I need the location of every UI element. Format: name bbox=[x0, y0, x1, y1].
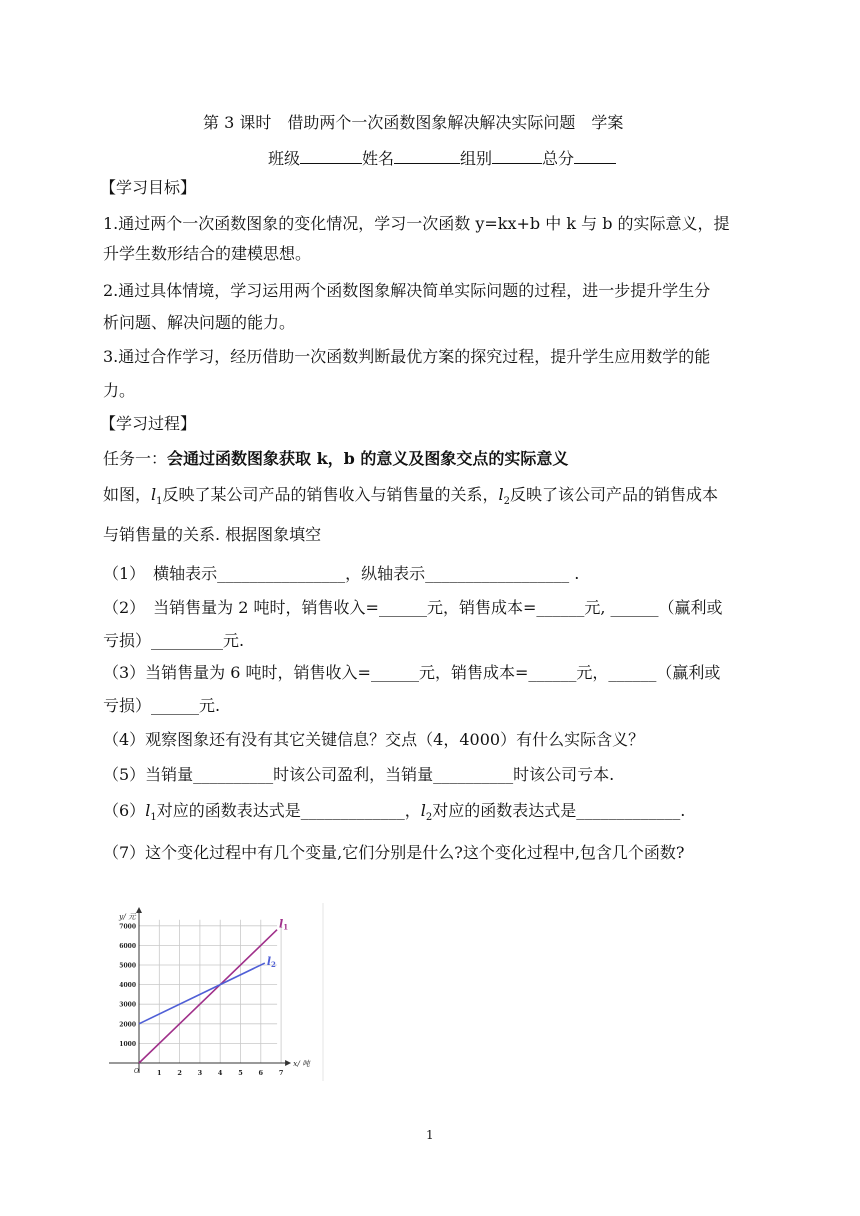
x-tick-label: 4 bbox=[217, 1069, 223, 1077]
intro-line1 bbox=[103, 485, 718, 512]
task1-title: 会通过函数图象获取 k，b 的意义及图象交点的实际意义 bbox=[167, 449, 569, 468]
series-label-l2: l2 bbox=[266, 955, 276, 970]
task1-line bbox=[103, 449, 568, 469]
intro-a: 如图， bbox=[103, 485, 152, 504]
question-1: （1） 横轴表示________________，纵轴表示__________________ . bbox=[103, 564, 580, 583]
class-blank[interactable] bbox=[300, 147, 362, 164]
x-tick-label: 6 bbox=[258, 1069, 264, 1077]
objective-2-line2: 析问题、解决问题的能力。 bbox=[103, 313, 296, 332]
q6-l1-symbol: $l_1$ bbox=[145, 801, 157, 824]
score-blank[interactable] bbox=[574, 147, 616, 164]
group-label: 组别 bbox=[460, 149, 493, 168]
x-tick-label: 7 bbox=[278, 1069, 284, 1077]
question-3-line1: （3）当销售量为 6 吨时，销售收入=______元，销售成本=______元，______（赢利或 bbox=[103, 663, 721, 682]
x-tick-label: 5 bbox=[238, 1069, 243, 1077]
sales-chart bbox=[101, 903, 325, 1081]
series-label-l1: l1 bbox=[279, 917, 289, 932]
y-tick-label: 7000 bbox=[119, 923, 136, 931]
question-2-line1: （2） 当销售量为 2 吨时，销售收入=______元，销售成本=______元, ______（赢利或 bbox=[103, 598, 723, 617]
q6-l2-symbol: $l_2$ bbox=[420, 801, 433, 824]
l1-symbol: $l_1$ bbox=[151, 485, 163, 508]
x-tick-label: 1 bbox=[157, 1069, 162, 1077]
intro-line2: 与销售量的关系. 根据图象填空 bbox=[103, 525, 322, 544]
objective-1-line1: 1.通过两个一次函数图象的变化情况，学习一次函数 y=kx+b 中 k 与 b 的实际意义，提 bbox=[103, 214, 730, 233]
q6-a: （6） bbox=[103, 801, 146, 820]
question-2-line2: 亏损）_________元. bbox=[103, 631, 245, 650]
y-tick-label: 6000 bbox=[119, 942, 136, 950]
question-4: （4）观察图象还有没有其它关键信息？交点（4，4000）有什么实际含义？ bbox=[103, 730, 645, 749]
page-title: 第 3 课时 借助两个一次函数图象解决解决实际问题 学案 bbox=[203, 113, 624, 132]
question-7: （7）这个变化过程中有几个变量,它们分别是什么?这个变化过程中,包含几个函数? bbox=[103, 843, 685, 862]
question-5: （5）当销量__________时该公司盈利，当销量__________时该公司亏本. bbox=[103, 765, 615, 784]
intro-c: 反映了该公司产品的销售成本 bbox=[510, 485, 719, 504]
name-label: 姓名 bbox=[362, 149, 395, 168]
group-blank[interactable] bbox=[492, 147, 542, 164]
objective-3-line2: 力。 bbox=[103, 381, 136, 400]
question-6 bbox=[103, 801, 685, 828]
process-heading: 【学习过程】 bbox=[100, 414, 197, 433]
page-number: 1 bbox=[426, 1128, 434, 1142]
objectives-heading: 【学习目标】 bbox=[100, 178, 197, 197]
y-axis-label: y/ 元 bbox=[119, 912, 136, 921]
score-label: 总分 bbox=[542, 149, 575, 168]
y-tick-label: 3000 bbox=[119, 1001, 136, 1009]
x-axis-label: x/ 吨 bbox=[293, 1059, 310, 1068]
y-tick-label: 1000 bbox=[119, 1040, 136, 1048]
task1-prefix: 任务一： bbox=[103, 449, 168, 468]
l2-symbol: $l_2$ bbox=[498, 485, 511, 508]
y-tick-label: 5000 bbox=[119, 962, 136, 970]
objective-3-line1: 3.通过合作学习，经历借助一次函数判断最优方案的探究过程，提升学生应用数学的能 bbox=[103, 347, 711, 366]
objective-2-line1: 2.通过具体情境，学习运用两个函数图象解决简单实际问题的过程，进一步提升学生分 bbox=[103, 281, 711, 300]
x-tick-label: 3 bbox=[197, 1069, 203, 1077]
q6-b: 对应的函数表达式是_____________， bbox=[156, 801, 421, 820]
class-label: 班级 bbox=[268, 149, 301, 168]
objective-1-line2: 升学生数形结合的建模思想。 bbox=[103, 244, 312, 263]
y-tick-label: 4000 bbox=[119, 982, 136, 990]
x-tick-label: 2 bbox=[177, 1069, 182, 1077]
question-3-line2: 亏损）______元. bbox=[103, 696, 221, 715]
name-blank[interactable] bbox=[394, 147, 460, 164]
q6-c: 对应的函数表达式是_____________. bbox=[432, 801, 686, 820]
y-tick-label: 2000 bbox=[119, 1021, 136, 1029]
origin-label: O bbox=[134, 1068, 139, 1075]
intro-b: 反映了某公司产品的销售收入与销售量的关系， bbox=[162, 485, 499, 504]
header-fields bbox=[268, 147, 616, 169]
